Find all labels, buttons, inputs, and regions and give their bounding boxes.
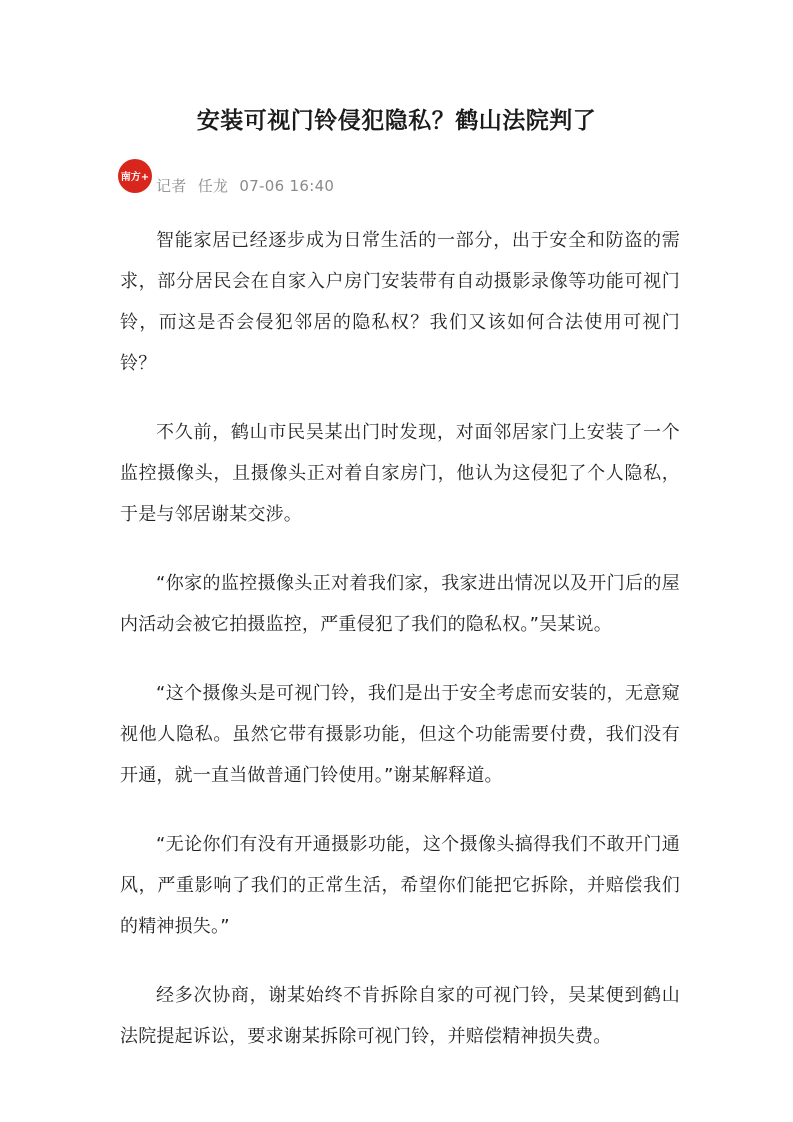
publish-datetime: 07-06 16:40 (239, 176, 335, 195)
paragraph: 智能家居已经逐步成为日常生活的一部分，出于安全和防盗的需求，部分居民会在自家入户房门安装带有自动摄影录像等功能可视门铃，而这是否会侵犯邻居的隐私权？我们又该如何合法使用可视门铃？ (120, 230, 680, 374)
byline (156, 175, 334, 196)
paragraph: “无论你们有没有开通摄影功能，这个摄像头搞得我们不敢开门通风，严重影响了我们的正常生活，希望你们能把它拆除，并赔偿我们的精神损失。” (120, 834, 680, 937)
byline-label: 记者 (156, 176, 187, 195)
paragraph: 经多次协商，谢某始终不肯拆除自家的可视门铃，吴某便到鹤山法院提起诉讼，要求谢某拆除可视门铃，并赔偿精神损失费。 (120, 985, 680, 1047)
paragraph: “这个摄像头是可视门铃，我们是出于安全考虑而安装的，无意窥视他人隐私。虽然它带有摄影功能，但这个功能需要付费，我们没有开通，就一直当做普通门铃使用。”谢某解释道。 (120, 683, 680, 786)
publisher-logo (116, 157, 154, 195)
article-meta (116, 156, 334, 196)
publisher-logo-text: 南方+ (120, 172, 150, 183)
article-title: 安装可视门铃侵犯隐私？鹤山法院判了 (196, 108, 597, 134)
publisher-logo-mark (116, 157, 154, 195)
author-name: 任龙 (197, 176, 229, 195)
paragraph: “你家的监控摄像头正对着我们家，我家进出情况以及开门后的屋内活动会被它拍摄监控，严重侵犯了我们的隐私权。”吴某说。 (120, 573, 680, 635)
article-body (120, 220, 680, 1085)
paragraph: 不久前，鹤山市民吴某出门时发现，对面邻居家门上安装了一个监控摄像头，且摄像头正对着自家房门，他认为这侵犯了个人隐私，于是与邻居谢某交涉。 (120, 422, 680, 525)
